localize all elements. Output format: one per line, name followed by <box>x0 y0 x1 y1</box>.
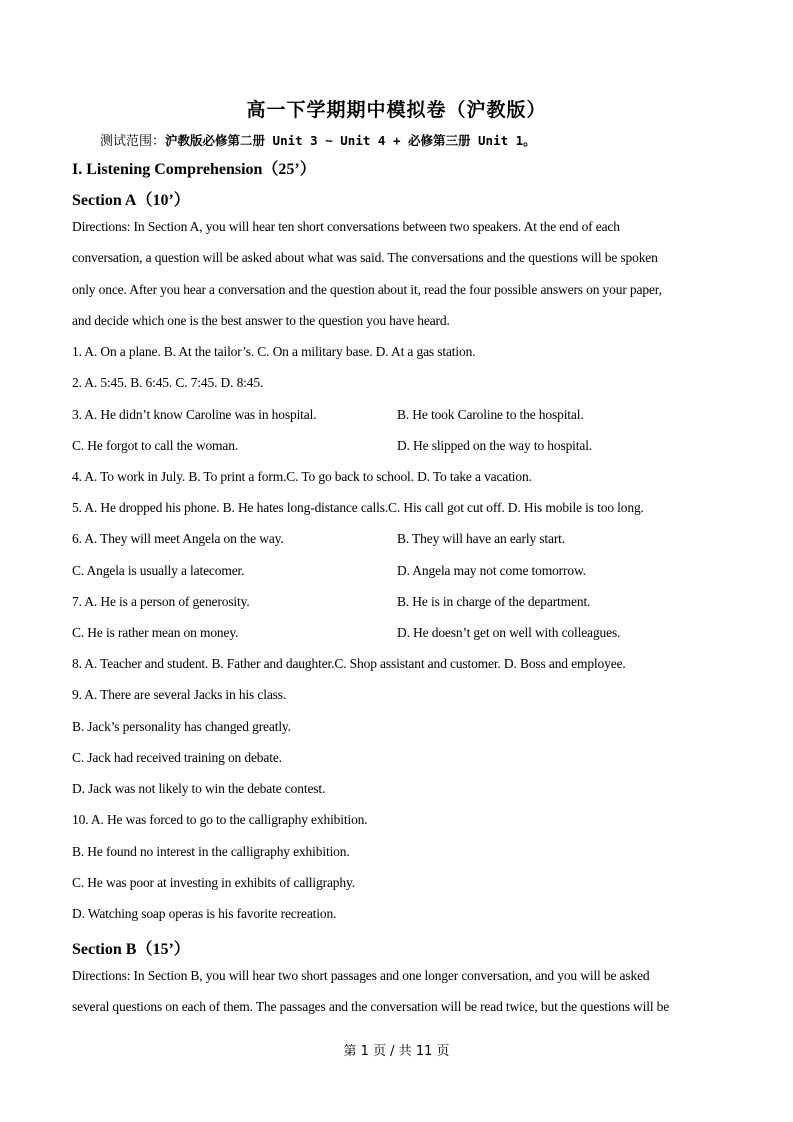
question-10-option: 10. A. He was forced to go to the calligraphy exhibition. <box>72 812 368 827</box>
question-10-option: D. Watching soap operas is his favorite recreation. <box>72 906 337 921</box>
question-7-row-2 <box>72 625 621 641</box>
question-6-row-1 <box>72 531 565 547</box>
question-3-row-2 <box>72 438 593 454</box>
question-4: 4. A. To work in July. B. To print a form.C. To go back to school. D. To take a vacation. <box>72 469 532 484</box>
question-3-option-c: C. He forgot to call the woman. <box>72 438 239 453</box>
question-10-option: C. He was poor at investing in exhibits of calligraphy. <box>72 875 355 890</box>
question-9-option: C. Jack had received training on debate. <box>72 750 282 765</box>
section-a-directions-line: Directions: In Section A, you will hear ten short conversations between two speakers. At the end of each <box>72 219 620 234</box>
question-7-option-c: C. He is rather mean on money. <box>72 625 239 640</box>
question-7-option-d: D. He doesn’t get on well with colleagues. <box>397 625 621 640</box>
page-title: 高一下学期期中模拟卷（沪教版） <box>246 99 547 121</box>
question-3-row-1 <box>72 407 584 423</box>
question-3-option-a: 3. A. He didn’t know Caroline was in hospital. <box>72 407 317 422</box>
section-b-heading: Section B（15’） <box>72 941 190 958</box>
question-9-option: D. Jack was not likely to win the debate contest. <box>72 781 326 796</box>
question-2: 2. A. 5:45. B. 6:45. C. 7:45. D. 8:45. <box>72 375 264 390</box>
question-7-option-b: B. He is in charge of the department. <box>397 594 591 609</box>
question-6-row-2 <box>72 563 586 579</box>
question-6-option-d: D. Angela may not come tomorrow. <box>397 563 586 578</box>
question-5: 5. A. He dropped his phone. B. He hates long-distance calls.C. His call got cut off. D. His mobile is too long. <box>72 500 644 515</box>
test-scope-value: 沪教版必修第二册 Unit 3 ~ Unit 4 + 必修第三册 Unit 1。 <box>165 133 536 148</box>
test-scope-label: 测试范围： <box>100 134 166 149</box>
section-b-directions-line: Directions: In Section B, you will hear two short passages and one longer conversation, and you will be asked <box>72 968 650 983</box>
question-1: 1. A. On a plane. B. At the tailor’s. C. On a military base. D. At a gas station. <box>72 344 476 359</box>
section-b-directions-line: several questions on each of them. The passages and the conversation will be read twice, but the questions will be <box>72 999 670 1014</box>
test-scope <box>100 130 536 149</box>
section-a-directions-line: conversation, a question will be asked about what was said. The conversations and the questions will be spoken <box>72 250 658 265</box>
question-3-option-d: D. He slipped on the way to hospital. <box>397 438 593 453</box>
question-9-option: 9. A. There are several Jacks in his class. <box>72 687 287 702</box>
question-7-option-a: 7. A. He is a person of generosity. <box>72 594 250 609</box>
section-a-directions-line: only once. After you hear a conversation and the question about it, read the four possible answers on your paper, <box>72 282 662 297</box>
page-footer: 第 1 页 / 共 11 页 <box>343 1044 450 1059</box>
question-3-option-b: B. He took Caroline to the hospital. <box>397 407 584 422</box>
question-10-option: B. He found no interest in the calligraphy exhibition. <box>72 844 350 859</box>
question-7-row-1 <box>72 594 591 610</box>
section-a-heading: Section A（10’） <box>72 192 190 209</box>
question-8: 8. A. Teacher and student. B. Father and daughter.C. Shop assistant and customer. D. Boss and employee. <box>72 656 626 671</box>
question-9-option: B. Jack’s personality has changed greatly. <box>72 719 291 734</box>
question-6-option-b: B. They will have an early start. <box>397 531 565 546</box>
section-a-directions-line: and decide which one is the best answer to the question you have heard. <box>72 313 450 328</box>
part1-heading: I. Listening Comprehension（25’） <box>72 161 316 178</box>
question-6-option-c: C. Angela is usually a latecomer. <box>72 563 245 578</box>
question-6-option-a: 6. A. They will meet Angela on the way. <box>72 531 284 546</box>
